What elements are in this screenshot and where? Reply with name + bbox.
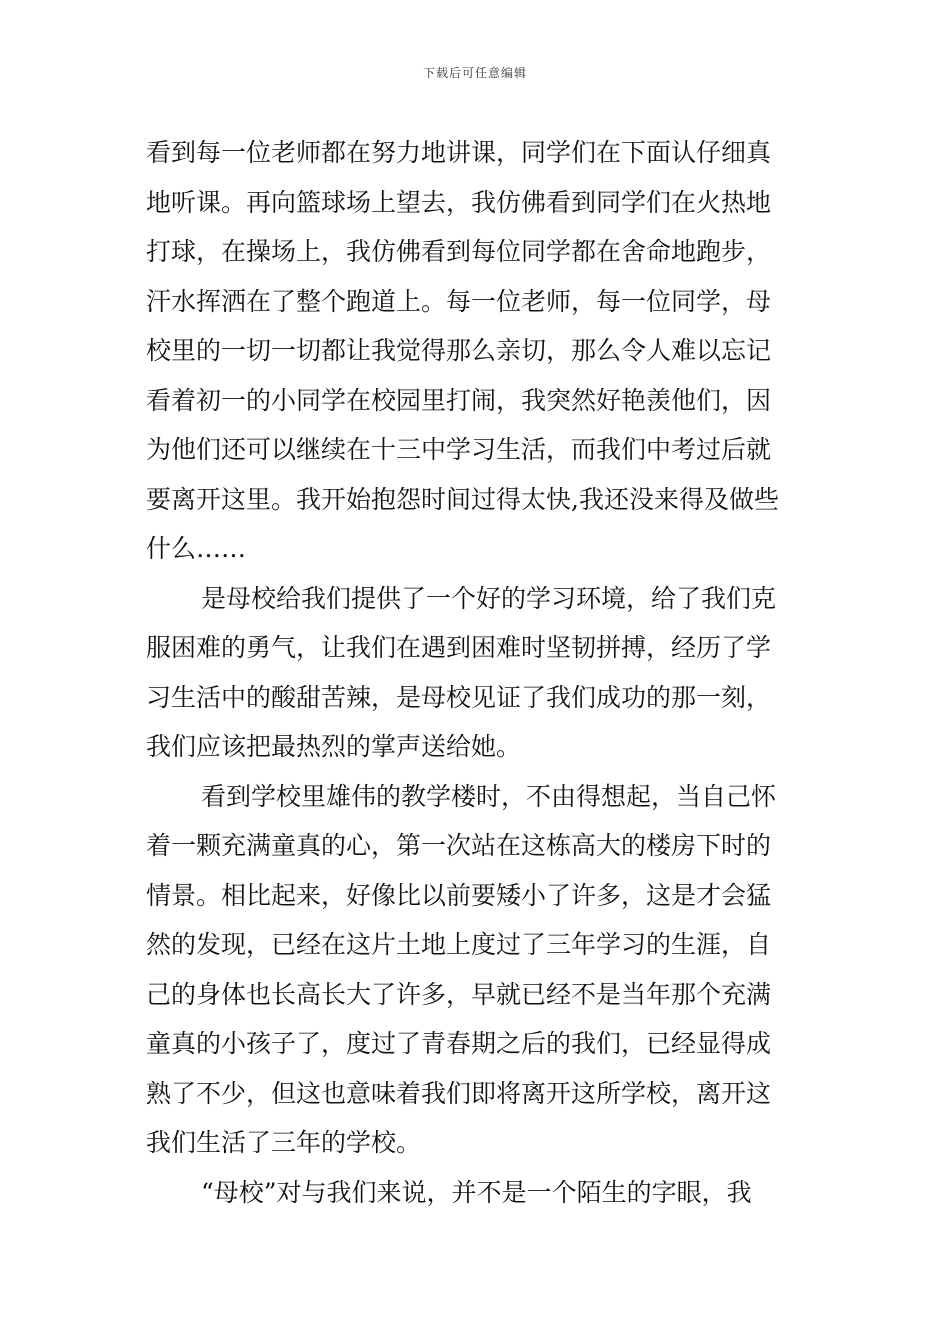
text-line: 地听课。再向篮球场上望去，我仿佛看到同学们在火热地	[146, 187, 772, 217]
paragraph-start-line: 是母校给我们提供了一个好的学习环境，给了我们克	[201, 583, 777, 613]
text-line: 习生活中的酸甜苦辣，是母校见证了我们成功的那一刻，	[146, 682, 772, 712]
page-header-note: 下载后可任意编辑	[422, 66, 527, 80]
paragraph-start-line: 看到学校里雄伟的教学楼时，不由得想起，当自己怀	[201, 781, 777, 811]
text-line: 看到每一位老师都在努力地讲课，同学们在下面认仔细真	[146, 138, 772, 167]
text-line: 看着初一的小同学在校园里打闹，我突然好艳羡他们，因	[146, 385, 772, 415]
text-line: 情景。相比起来，好像比以前要矮小了许多，这是才会猛	[146, 880, 772, 910]
document-body	[146, 128, 812, 1217]
text-line: 为他们还可以继续在十三中学习生活，而我们中考过后就	[146, 435, 772, 464]
text-line: 着一颗充满童真的心，第一次站在这栋高大的楼房下时的	[146, 831, 772, 860]
text-line: 熟了不少，但这也意味着我们即将离开这所学校，离开这	[146, 1078, 772, 1108]
text-line: 然的发现，已经在这片土地上度过了三年学习的生涯，自	[146, 930, 772, 959]
text-line: 我们生活了三年的学校。	[146, 1128, 422, 1157]
text-line: 服困难的勇气，让我们在遇到困难时坚韧拼搏，经历了学	[146, 633, 772, 662]
text-line: 校里的一切一切都让我觉得那么亲切，那么令人难以忘记	[146, 336, 772, 365]
text-line: 打球，在操场上，我仿佛看到每位同学都在舍命地跑步，	[146, 237, 772, 266]
text-line: 什么……	[146, 534, 247, 563]
text-line: 要离开这里。我开始抱怨时间过得太快,我还没来得及做些	[146, 484, 779, 514]
text-line: 童真的小孩子了，度过了青春期之后的我们，已经显得成	[146, 1029, 772, 1058]
text-line: 我们应该把最热烈的掌声送给她。	[146, 732, 522, 761]
paragraph-start-line: “母校”对与我们来说，并不是一个陌生的字眼，我	[201, 1177, 752, 1207]
text-line: 己的身体也长高长大了许多，早就已经不是当年那个充满	[146, 979, 772, 1009]
text-line: 汗水挥洒在了整个跑道上。每一位老师，每一位同学，母	[146, 286, 772, 316]
